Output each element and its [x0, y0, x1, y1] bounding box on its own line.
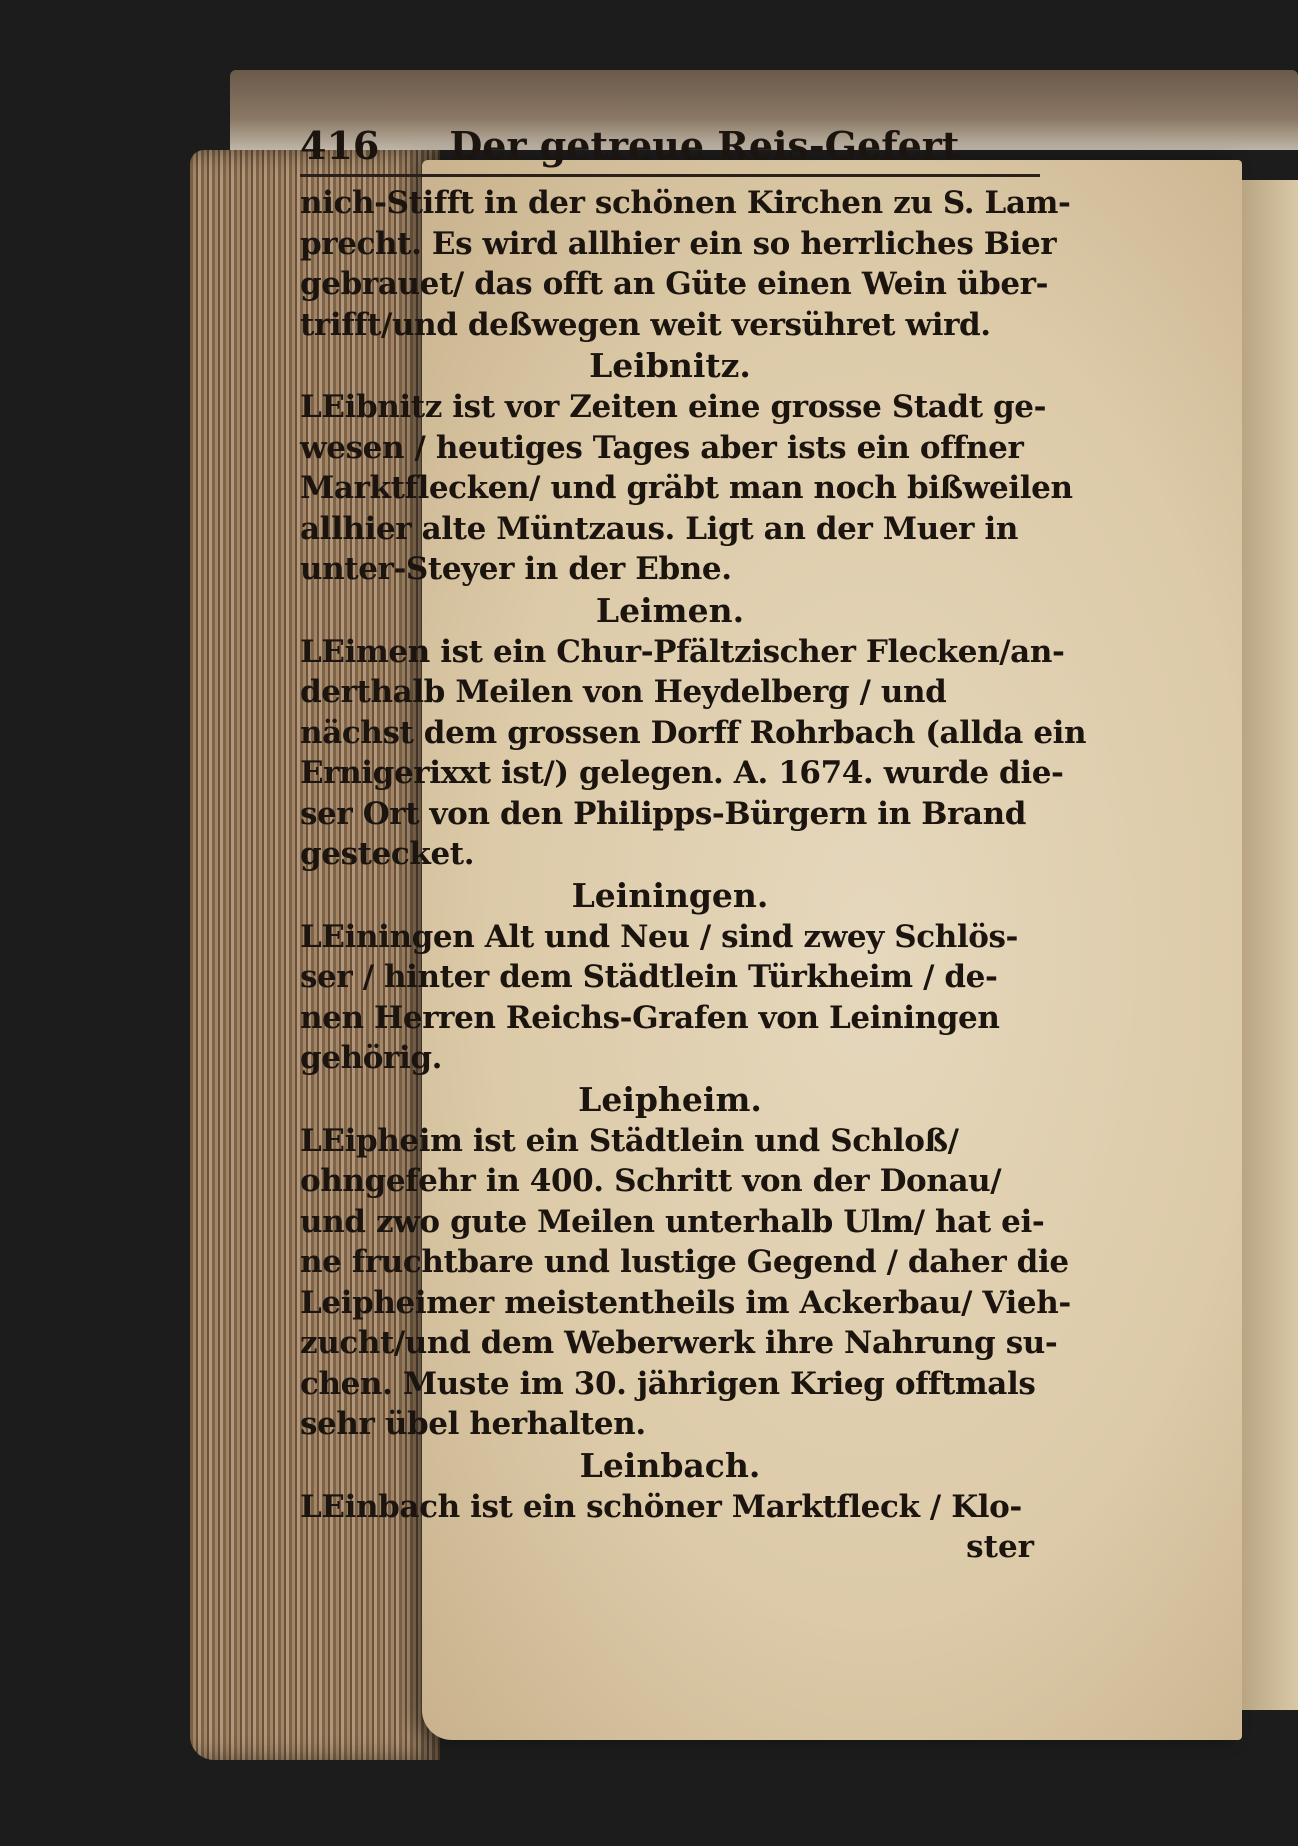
- entry-heading: Leiningen.: [571, 875, 769, 915]
- text-line: ser Ort von den Philipps-Bürgern in Brand: [300, 795, 1027, 832]
- text-line: Marktflecken/ und gräbt man noch bißweilen: [300, 470, 1073, 506]
- text-line: gehörig.: [300, 1040, 442, 1076]
- text-line: zucht/und dem Weberwerk ihre Nahrung su-: [300, 1325, 1058, 1361]
- text-line: LEimen ist ein Chur-Pfältzischer Flecken/an-: [300, 633, 1065, 670]
- text-line: ne fruchtbare und lustige Gegend / daher die: [300, 1244, 1069, 1280]
- text-line: ser / hinter dem Städtlein Türkheim / de-: [300, 959, 998, 995]
- text-line: nächst dem grossen Dorff Rohrbach (allda ein: [300, 714, 1087, 751]
- text-line: trifft/und deßwegen weit versühret wird.: [300, 306, 991, 343]
- text-line: gestecket.: [300, 836, 475, 872]
- page-number: 416: [300, 123, 380, 168]
- text-line: wesen / heutiges Tages aber ists ein offner: [300, 429, 1024, 466]
- text-line: unter-Steyer in der Ebne.: [300, 551, 732, 587]
- text-line: LEibnitz ist vor Zeiten eine grosse Stadt ge-: [300, 389, 1047, 425]
- text-line: ohngefehr in 400. Schritt von der Donau/: [300, 1163, 1002, 1199]
- text-line: LEipheim ist ein Städtlein und Schloß/: [300, 1122, 959, 1159]
- facing-page-edge: [1242, 180, 1298, 1710]
- text-line: Ernigerixxt ist/) gelegen. A. 1674. wurde die-: [300, 755, 1064, 791]
- catchword: ster: [966, 1529, 1034, 1565]
- text-line: allhier alte Müntzaus. Ligt an der Muer in: [300, 510, 1018, 547]
- text-line: sehr übel herhalten.: [300, 1406, 646, 1442]
- entry-heading: Leinbach.: [579, 1445, 761, 1485]
- page-text: [300, 120, 1087, 1567]
- entry-heading: Leipheim.: [578, 1079, 762, 1119]
- text-line: nen Herren Reichs-Grafen von Leiningen: [300, 999, 1000, 1036]
- text-line: und zwo gute Meilen unterhalb Ulm/ hat ei-: [300, 1203, 1045, 1240]
- text-line: precht. Es wird allhier ein so herrliches Bier: [300, 225, 1057, 262]
- entry-heading: Leimen.: [595, 590, 745, 630]
- text-line: LEinbach ist ein schöner Marktfleck / Klo-: [300, 1488, 1022, 1525]
- text-line: Leipheimer meistentheils im Ackerbau/ Vieh-: [300, 1284, 1071, 1321]
- body-text: [300, 183, 1087, 1527]
- text-line: chen. Muste im 30. jährigen Krieg offtmals: [300, 1365, 1036, 1402]
- text-line: nich-Stifft in der schönen Kirchen zu S. Lam-: [300, 185, 1071, 221]
- text-line: gebrauet/ das offt an Güte einen Wein über-: [300, 266, 1049, 302]
- text-line: derthalb Meilen von Heydelberg / und: [300, 674, 947, 710]
- text-line: LEiningen Alt und Neu / sind zwey Schlös-: [300, 918, 1019, 955]
- running-header: [300, 120, 1040, 177]
- running-title: Der getreue Reis-Gefert: [449, 123, 960, 168]
- entry-heading: Leibnitz.: [589, 346, 751, 385]
